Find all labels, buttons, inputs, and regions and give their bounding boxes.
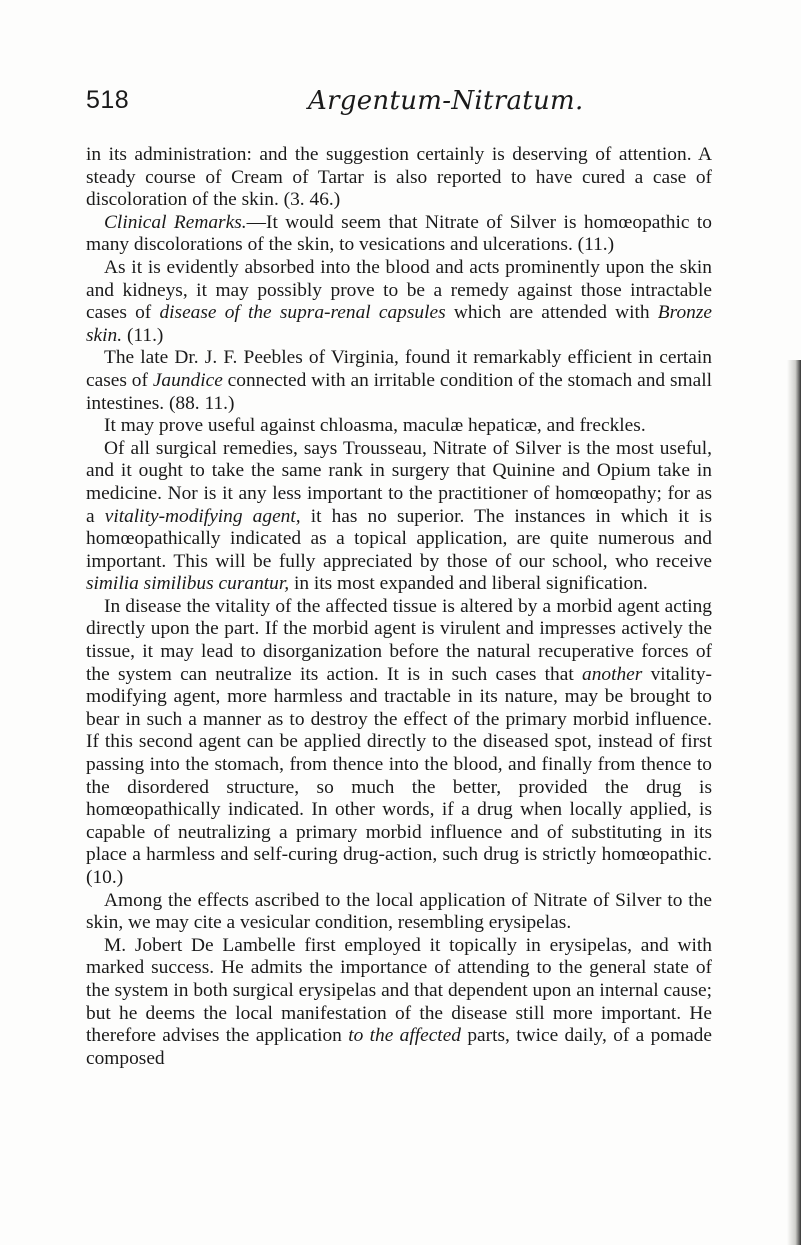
page-number: 518 bbox=[86, 86, 130, 114]
text-run: connected with an irritable condition of the stomach and small intestines. (88. 11.) bbox=[86, 369, 712, 414]
page-edge-shadow bbox=[787, 360, 801, 1245]
text-run: Of all surgical remedies, says Trousseau, Nitrate of Silver is the most useful, and it ought to take the same rank in surgery that Quinine and Opium take in medicine. Nor is it any less important to the practitioner of homœopathy; for as a bbox=[86, 437, 712, 527]
italic-text: another bbox=[582, 663, 643, 685]
body-text bbox=[86, 144, 712, 1070]
italic-text: vitality-modifying agent, bbox=[104, 505, 301, 527]
text-run: (11.) bbox=[122, 324, 164, 346]
text-run: M. Jobert De Lambelle first employed it topically in erysipelas, and with marked success. He admits the importance of attending to the general state of the system in both surgical erysipelas and that dependent upon an internal cause; but he deems the local manifestation of the disease still more important. He therefore advises the application bbox=[86, 934, 712, 1047]
running-title: Argentum-Nitratum. bbox=[308, 86, 584, 116]
paragraph bbox=[86, 347, 712, 415]
page-header bbox=[86, 86, 712, 122]
text-run: parts, twice daily, of a pomade composed bbox=[86, 1025, 712, 1069]
paragraph bbox=[86, 596, 712, 890]
paragraph bbox=[86, 415, 712, 438]
italic-text: to the affected bbox=[348, 1025, 461, 1047]
text-run: in its most expanded and liberal signification. bbox=[289, 573, 648, 595]
paragraph bbox=[86, 438, 712, 596]
paragraph bbox=[86, 890, 712, 935]
text-run: —It would seem that Nitrate of Silver is homœopathic to many discolorations of the skin, to vesications and ulcerations. (11.) bbox=[86, 211, 712, 256]
text-run: Among the effects ascribed to the local application of Nitrate of Silver to the skin, we may cite a vesicular condition, resembling erysipelas. bbox=[86, 889, 712, 934]
text-run: As it is evidently absorbed into the blood and acts prominently upon the skin and kidneys, it may possibly prove to be a remedy against those intractable cases of bbox=[86, 256, 712, 324]
italic-text: Bronze skin. bbox=[86, 302, 713, 346]
italic-text: similia similibus curantur, bbox=[86, 573, 290, 595]
paragraph bbox=[86, 935, 712, 1071]
text-run: it has no superior. The instances in which it is homœopathically indicated as a topical application, are quite numerous and important. This will be fully appreciated by those of our school, who receive bbox=[86, 505, 712, 572]
paragraph bbox=[86, 212, 712, 257]
text-run: vitality-modifying agent, more harmless and tractable in its nature, may be brought to bear in such a manner as to destroy the effect of the primary morbid influence. If this second agent can be applied directly to the diseased spot, instead of first passing into the stomach, from thence into the blood, and finally from thence to the disordered structure, so much the better, provided the drug is homœopathically indicated. In other words, if a drug when locally applied, is capable of neutralizing a primary morbid influence and of substituting in its place a harmless and self-curing drug-action, such drug is strictly homœopathic. (10.) bbox=[86, 663, 712, 888]
text-run: The late Dr. J. F. Peebles of Virginia, found it remarkably efficient in certain cases of bbox=[86, 347, 712, 391]
paragraph bbox=[86, 257, 712, 347]
text-run: In disease the vitality of the affected tissue is altered by a morbid agent acting directly upon the part. If the morbid agent is virulent and impresses actively the tissue, it may lead to disorganization before the natural recuperative forces of the system can neutralize its action. It is in such cases that bbox=[86, 595, 712, 685]
paragraph bbox=[86, 144, 712, 212]
text-run: It may prove useful against chloasma, maculæ hepaticæ, and freckles. bbox=[104, 415, 646, 437]
italic-text: Jaundice bbox=[152, 369, 223, 391]
text-run: which are attended with bbox=[445, 302, 658, 324]
italic-text: disease of the supra-renal capsules bbox=[159, 302, 446, 324]
text-run: in its administration: and the suggestion certainly is deserving of attention. A steady course of Cream of Tartar is also reported to have cured a case of discoloration of the skin. (3. 46.) bbox=[86, 144, 712, 211]
italic-text: Clinical Remarks. bbox=[104, 211, 247, 233]
